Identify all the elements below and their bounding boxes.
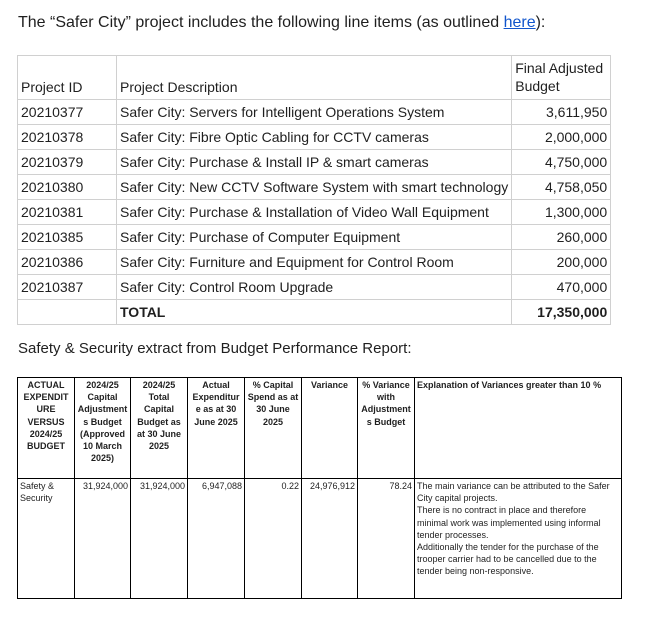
table-row <box>18 250 611 275</box>
total-label: TOTAL <box>117 300 512 325</box>
header-total-capital-budget: 2024/25 Total Capital Budget as at 30 June 2025 <box>131 378 188 479</box>
budget-cell: 4,758,050 <box>512 175 611 200</box>
header-project-id: Project ID <box>18 56 117 100</box>
intro-paragraph <box>18 14 545 32</box>
header-explanation: Explanation of Variances greater than 10 % <box>415 378 622 479</box>
header-budget-line1: Final Adjusted <box>515 60 604 76</box>
extract-heading: Safety & Security extract from Budget Performance Report: <box>18 340 412 357</box>
table-row <box>18 150 611 175</box>
budget-cell: 2,000,000 <box>512 125 611 150</box>
project-id-cell: 20210385 <box>18 225 117 250</box>
table-row <box>18 275 611 300</box>
line-items-table <box>17 55 611 325</box>
header-final-adjusted-budget <box>512 56 611 100</box>
table-row <box>18 225 611 250</box>
budget-performance-table <box>17 377 622 599</box>
table-row <box>18 125 611 150</box>
adjustments-budget-value: 31,924,000 <box>75 479 131 599</box>
budget-cell: 4,750,000 <box>512 150 611 175</box>
intro-text-after: ): <box>535 14 546 31</box>
explanation-line-1: The main variance can be attributed to the Safer City capital projects. <box>417 481 610 504</box>
project-id-cell: 20210378 <box>18 125 117 150</box>
budget-cell: 1,300,000 <box>512 200 611 225</box>
explanation-line-3: Additionally the tender for the purchase of the trooper carrier had to be cancelled due to the tender being non-responsive. <box>417 542 599 577</box>
actual-expenditure-value: 6,947,088 <box>188 479 245 599</box>
budget-cell: 260,000 <box>512 225 611 250</box>
header-budget-line2: Budget <box>515 78 560 94</box>
project-description-cell: Safer City: Furniture and Equipment for Control Room <box>117 250 512 275</box>
table-row <box>18 175 611 200</box>
project-description-cell: Safer City: Purchase & Install IP & smart cameras <box>117 150 512 175</box>
header-variance: Variance <box>302 378 358 479</box>
explanation-cell <box>415 479 622 599</box>
total-empty-cell <box>18 300 117 325</box>
budget-cell: 470,000 <box>512 275 611 300</box>
pct-spend-value: 0.22 <box>245 479 302 599</box>
explanation-line-2: There is no contract in place and therefore minimal work was implemented using informal tender processes. <box>417 505 601 540</box>
project-description-cell: Safer City: Control Room Upgrade <box>117 275 512 300</box>
project-description-cell: Safer City: Servers for Intelligent Operations System <box>117 100 512 125</box>
header-pct-capital-spend: % Capital Spend as at 30 June 2025 <box>245 378 302 479</box>
total-budget-value: 31,924,000 <box>131 479 188 599</box>
here-link[interactable]: here <box>503 14 536 31</box>
table-row <box>18 100 611 125</box>
header-actual-expenditure: Actual Expenditur e as at 30 June 2025 <box>188 378 245 479</box>
project-id-cell: 20210377 <box>18 100 117 125</box>
performance-data-row <box>18 479 622 599</box>
project-description-cell: Safer City: Purchase & Installation of Video Wall Equipment <box>117 200 512 225</box>
header-capital-adjustments-budget: 2024/25 Capital Adjustment s Budget (Approved 10 March 2025) <box>75 378 131 479</box>
line-items-header-row <box>18 56 611 100</box>
header-actual-vs-budget: ACTUAL EXPENDIT URE VERSUS 2024/25 BUDGET <box>18 378 75 479</box>
budget-cell: 3,611,950 <box>512 100 611 125</box>
project-description-cell: Safer City: Purchase of Computer Equipment <box>117 225 512 250</box>
project-id-cell: 20210387 <box>18 275 117 300</box>
table-row <box>18 200 611 225</box>
header-pct-variance: % Variance with Adjustment s Budget <box>358 378 415 479</box>
project-id-cell: 20210386 <box>18 250 117 275</box>
project-description-cell: Safer City: Fibre Optic Cabling for CCTV cameras <box>117 125 512 150</box>
project-id-cell: 20210380 <box>18 175 117 200</box>
pct-variance-value: 78.24 <box>358 479 415 599</box>
budget-cell: 200,000 <box>512 250 611 275</box>
project-description-cell: Safer City: New CCTV Software System with smart technology <box>117 175 512 200</box>
department-name: Safety & Security <box>18 479 75 599</box>
header-project-description: Project Description <box>117 56 512 100</box>
variance-value: 24,976,912 <box>302 479 358 599</box>
project-id-cell: 20210379 <box>18 150 117 175</box>
project-id-cell: 20210381 <box>18 200 117 225</box>
total-value: 17,350,000 <box>512 300 611 325</box>
performance-header-row <box>18 378 622 479</box>
intro-text-before: The “Safer City” project includes the following line items (as outlined <box>18 14 504 31</box>
total-row <box>18 300 611 325</box>
